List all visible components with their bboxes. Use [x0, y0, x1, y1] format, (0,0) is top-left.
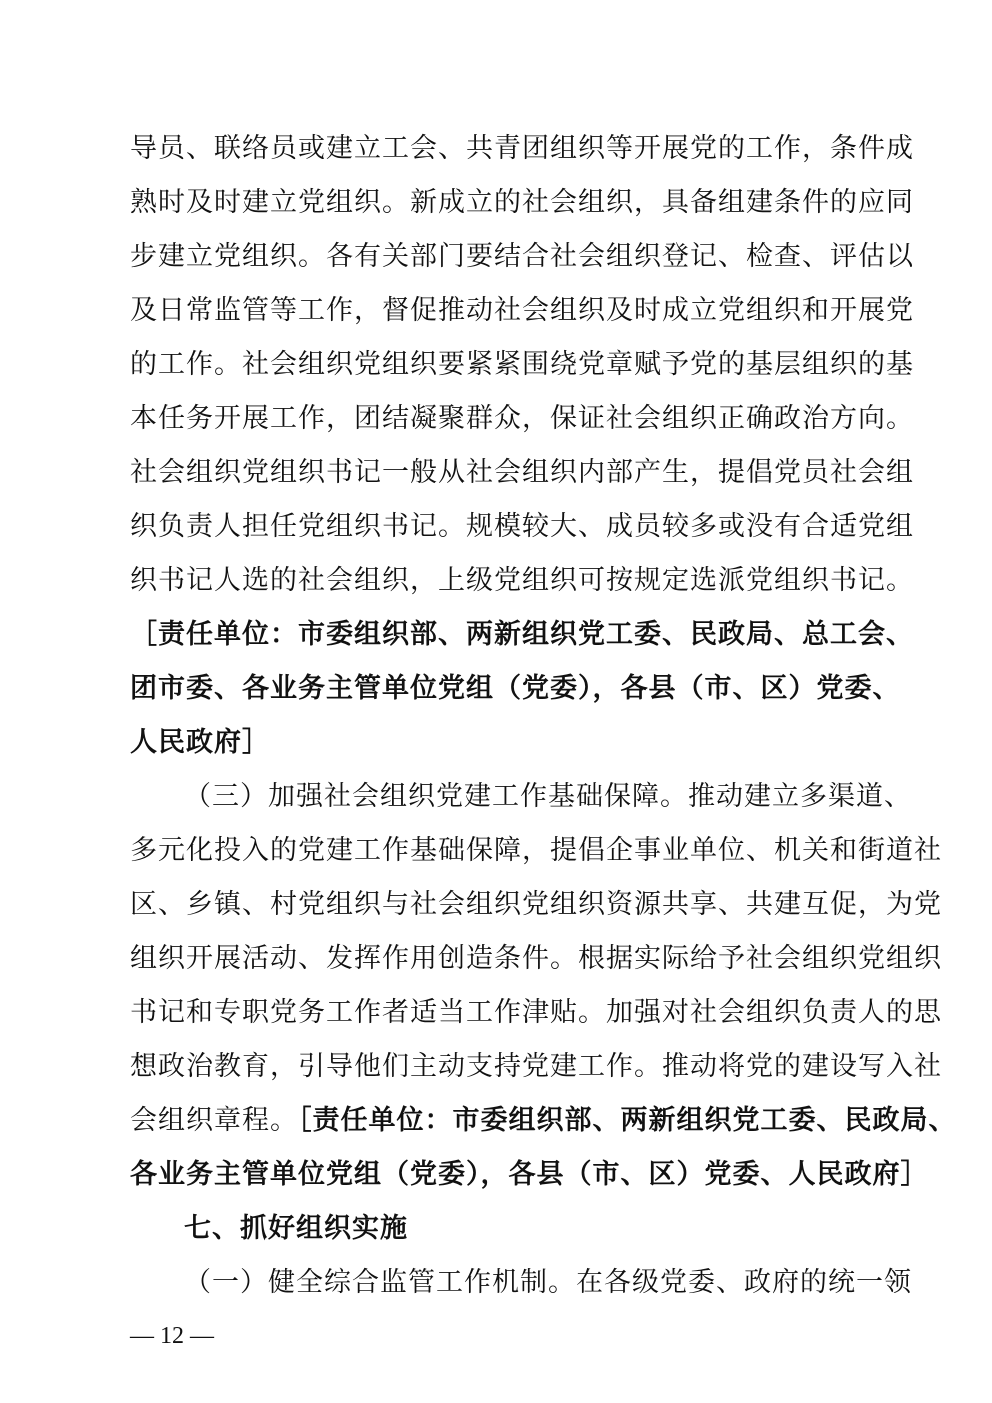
body-line-19 — [130, 1094, 957, 1148]
section-seven-item-one-line: （一）健全综合监管工作机制。在各级党委、政府的统一领 — [184, 1267, 912, 1298]
body-line-16: 组织开展活动、发挥作用创造条件。根据实际给予社会组织党组织 — [130, 943, 942, 974]
section-seven-heading: 七、抓好组织实施 — [184, 1213, 408, 1244]
body-line-6: 本任务开展工作，团结凝聚群众，保证社会组织正确政治方向。 — [130, 403, 914, 434]
section-three-heading-line: （三）加强社会组织党建工作基础保障。推动建立多渠道、 — [184, 781, 912, 812]
body-line-3: 步建立党组织。各有关部门要结合社会组织登记、检查、评估以 — [130, 241, 914, 272]
responsibility-inline: ［责任单位：市委组织部、两新组织党工委、民政局、 — [298, 1105, 957, 1136]
body-line-9: 织书记人选的社会组织，上级党组织可按规定选派党组织书记。 — [130, 565, 914, 596]
body-line-19-text: 会组织章程。 — [130, 1105, 298, 1136]
body-line-17: 书记和专职党务工作者适当工作津贴。加强对社会组织负责人的思 — [130, 997, 942, 1028]
page-number: — 12 — — [130, 1323, 214, 1349]
body-line-4: 及日常监管等工作，督促推动社会组织及时成立党组织和开展党 — [130, 295, 914, 326]
body-line-2: 熟时及时建立党组织。新成立的社会组织，具备组建条件的应同 — [130, 187, 914, 218]
body-line-5: 的工作。社会组织党组织要紧紧围绕党章赋予党的基层组织的基 — [130, 349, 914, 380]
body-line-15: 区、乡镇、村党组织与社会组织党组织资源共享、共建互促，为党 — [130, 889, 942, 920]
responsibility-line-2: 团市委、各业务主管单位党组（党委），各县（市、区）党委、 — [130, 673, 901, 704]
responsibility-line-3: 人民政府］ — [130, 727, 270, 758]
body-line-18: 想政治教育，引导他们主动支持党建工作。推动将党的建设写入社 — [130, 1051, 942, 1082]
body-line-1: 导员、联络员或建立工会、共青团组织等开展党的工作，条件成 — [130, 133, 914, 164]
responsibility-line-1: ［责任单位：市委组织部、两新组织党工委、民政局、总工会、 — [130, 619, 914, 650]
body-line-14: 多元化投入的党建工作基础保障，提倡企事业单位、机关和街道社 — [130, 835, 942, 866]
body-line-7: 社会组织党组织书记一般从社会组织内部产生，提倡党员社会组 — [130, 457, 914, 488]
body-line-8: 织负责人担任党组织书记。规模较大、成员较多或没有合适党组 — [130, 511, 914, 542]
responsibility-line-5: 各业务主管单位党组（党委），各县（市、区）党委、人民政府］ — [130, 1159, 929, 1190]
